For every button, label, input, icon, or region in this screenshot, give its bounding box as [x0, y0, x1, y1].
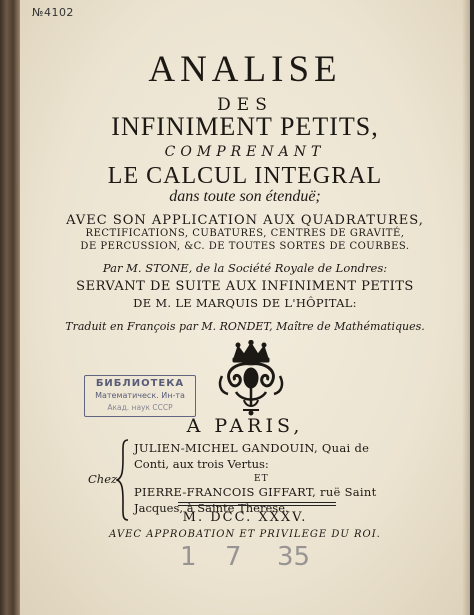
shelf-mark: №4102: [32, 6, 74, 19]
publisher-2-line-1: PIERRE-FRANCOIS GIFFART, ruë Saint: [134, 485, 377, 499]
title-infiniment-petits: INFINIMENT PETITS,: [111, 112, 379, 141]
title-calcul-integral: LE CALCUL INTEGRAL: [107, 163, 383, 189]
subtitle-line-3: DE PERCUSSION, &C. DE TOUTES SORTES DE COURBES.: [80, 241, 410, 252]
suite-line-2: DE M. LE MARQUIS DE L'HÔPITAL:: [133, 296, 357, 310]
stamp-line-2: Математическ. Ин-та: [95, 391, 185, 400]
stamp-line-1: БИБЛИОТЕКА: [95, 378, 185, 389]
publisher-2-line-2: Jacques, à Sainte Therese.: [134, 501, 289, 515]
title-comprenant: COMPRENANT: [164, 144, 326, 160]
library-stamp: [84, 375, 196, 417]
privilege-line: AVEC APPROBATION ET PRIVILEGE DU ROI.: [109, 529, 381, 540]
place-line: A PARIS,: [186, 415, 304, 437]
subtitle-line-2: RECTIFICATIONS, CUBATURES, CENTRES DE GRAVITÉ,: [85, 228, 405, 239]
suite-line-1: SERVANT DE SUITE AUX INFINIMENT PETITS: [76, 279, 414, 294]
et-label: ET: [254, 474, 269, 484]
publisher-1-line-1: JULIEN-MICHEL GANDOUIN, Quai de: [134, 441, 370, 455]
rule-thick: [178, 502, 336, 503]
title-etendue: dans toute son étenduë;: [169, 188, 321, 205]
pencil-mark-3: 35: [277, 542, 311, 572]
crown-ornament-icon: [216, 340, 286, 416]
title-analise: ANALISE: [148, 49, 342, 90]
subtitle-line-1: AVEC SON APPLICATION AUX QUADRATURES,: [66, 213, 424, 228]
author-line: Par M. STONE, de la Société Royale de Londres:: [102, 261, 388, 275]
pencil-mark-1: 1: [180, 542, 197, 572]
translator-line: Traduit en François par M. RONDET, Maître de Mathématiques.: [65, 320, 425, 333]
chez-label: Chez: [88, 472, 118, 486]
title-page: [20, 0, 470, 615]
pencil-mark-2: 7: [225, 542, 242, 572]
title-des: DES: [217, 95, 273, 115]
stamp-line-3: Акад. наук СССР: [107, 403, 173, 412]
book-spine: [0, 0, 22, 615]
year-line: M. DCC. XXXV.: [182, 510, 308, 525]
rule-thin: [178, 505, 336, 506]
publisher-1-line-2: Conti, aux trois Vertus:: [134, 457, 269, 471]
